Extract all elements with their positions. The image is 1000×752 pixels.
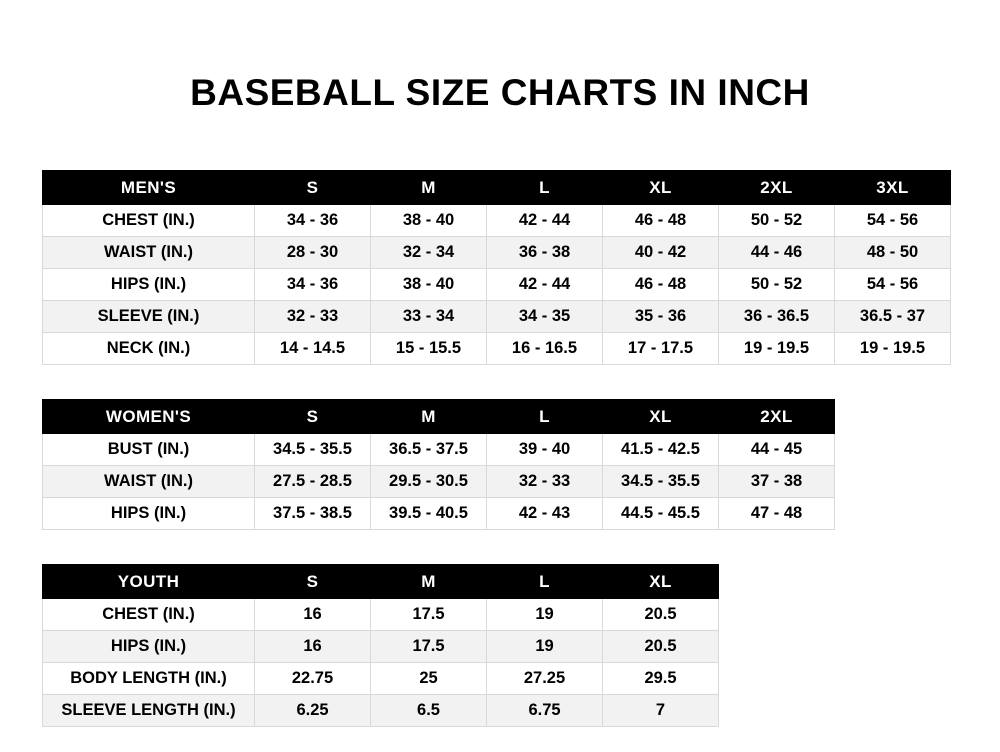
page-title: BASEBALL SIZE CHARTS IN INCH xyxy=(190,72,810,113)
table-cell: 50 - 52 xyxy=(719,205,835,237)
table-cell: 27.5 - 28.5 xyxy=(255,466,371,498)
table-cell: 46 - 48 xyxy=(603,269,719,301)
table-cell: 44 - 45 xyxy=(719,434,835,466)
column-header: M xyxy=(371,565,487,599)
table-cell: 46 - 48 xyxy=(603,205,719,237)
column-header: 3XL xyxy=(835,171,951,205)
row-label: SLEEVE LENGTH (IN.) xyxy=(43,695,255,727)
table-cell: 39.5 - 40.5 xyxy=(371,498,487,530)
table-cell: 15 - 15.5 xyxy=(371,333,487,365)
column-header: S xyxy=(255,400,371,434)
table-cell: 42 - 44 xyxy=(487,205,603,237)
size-tables-container xyxy=(0,170,1000,727)
table-cell: 19 - 19.5 xyxy=(835,333,951,365)
table-cell: 17.5 xyxy=(371,599,487,631)
table-cell: 35 - 36 xyxy=(603,301,719,333)
row-label: HIPS (IN.) xyxy=(43,498,255,530)
column-header: S xyxy=(255,171,371,205)
table-cell: 38 - 40 xyxy=(371,205,487,237)
table-cell: 16 xyxy=(255,631,371,663)
row-label: CHEST (IN.) xyxy=(43,205,255,237)
table-header-row xyxy=(43,565,719,599)
table-cell: 36 - 38 xyxy=(487,237,603,269)
table-cell: 14 - 14.5 xyxy=(255,333,371,365)
column-header: S xyxy=(255,565,371,599)
column-header: 2XL xyxy=(719,400,835,434)
column-header: L xyxy=(487,400,603,434)
column-header: XL xyxy=(603,400,719,434)
table-cell: 54 - 56 xyxy=(835,269,951,301)
table-cell: 40 - 42 xyxy=(603,237,719,269)
column-header: L xyxy=(487,171,603,205)
table-cell: 34 - 35 xyxy=(487,301,603,333)
table-cell: 7 xyxy=(603,695,719,727)
table-cell: 34.5 - 35.5 xyxy=(255,434,371,466)
table-row xyxy=(43,301,951,333)
mens-size-table xyxy=(42,170,951,365)
table-cell: 34.5 - 35.5 xyxy=(603,466,719,498)
row-label: BODY LENGTH (IN.) xyxy=(43,663,255,695)
table-cell: 44 - 46 xyxy=(719,237,835,269)
table-cell: 20.5 xyxy=(603,599,719,631)
table-cell: 36 - 36.5 xyxy=(719,301,835,333)
table-cell: 25 xyxy=(371,663,487,695)
table-cell: 41.5 - 42.5 xyxy=(603,434,719,466)
column-header: WOMEN'S xyxy=(43,400,255,434)
table-cell: 42 - 44 xyxy=(487,269,603,301)
column-header: XL xyxy=(603,171,719,205)
table-cell: 16 - 16.5 xyxy=(487,333,603,365)
table-row xyxy=(43,695,719,727)
youth-size-table xyxy=(42,564,719,727)
column-header: 2XL xyxy=(719,171,835,205)
table-row xyxy=(43,434,835,466)
table-cell: 16 xyxy=(255,599,371,631)
table-cell: 50 - 52 xyxy=(719,269,835,301)
column-header: M xyxy=(371,400,487,434)
table-cell: 47 - 48 xyxy=(719,498,835,530)
table-header-row xyxy=(43,400,835,434)
table-row xyxy=(43,663,719,695)
table-cell: 34 - 36 xyxy=(255,205,371,237)
table-cell: 54 - 56 xyxy=(835,205,951,237)
table-cell: 32 - 33 xyxy=(255,301,371,333)
table-cell: 28 - 30 xyxy=(255,237,371,269)
table-cell: 39 - 40 xyxy=(487,434,603,466)
table-cell: 33 - 34 xyxy=(371,301,487,333)
row-label: HIPS (IN.) xyxy=(43,269,255,301)
table-cell: 32 - 33 xyxy=(487,466,603,498)
table-row xyxy=(43,269,951,301)
table-cell: 32 - 34 xyxy=(371,237,487,269)
row-label: NECK (IN.) xyxy=(43,333,255,365)
table-cell: 17.5 xyxy=(371,631,487,663)
row-label: CHEST (IN.) xyxy=(43,599,255,631)
table-row xyxy=(43,466,835,498)
table-cell: 48 - 50 xyxy=(835,237,951,269)
table-cell: 36.5 - 37 xyxy=(835,301,951,333)
column-header: L xyxy=(487,565,603,599)
table-cell: 17 - 17.5 xyxy=(603,333,719,365)
table-cell: 22.75 xyxy=(255,663,371,695)
table-cell: 6.25 xyxy=(255,695,371,727)
column-header: XL xyxy=(603,565,719,599)
table-cell: 44.5 - 45.5 xyxy=(603,498,719,530)
table-cell: 29.5 - 30.5 xyxy=(371,466,487,498)
table-row xyxy=(43,498,835,530)
table-cell: 19 xyxy=(487,599,603,631)
table-row xyxy=(43,333,951,365)
table-row xyxy=(43,237,951,269)
column-header: M xyxy=(371,171,487,205)
table-row xyxy=(43,631,719,663)
table-cell: 27.25 xyxy=(487,663,603,695)
table-cell: 36.5 - 37.5 xyxy=(371,434,487,466)
column-header: YOUTH xyxy=(43,565,255,599)
table-cell: 29.5 xyxy=(603,663,719,695)
table-cell: 34 - 36 xyxy=(255,269,371,301)
table-cell: 6.75 xyxy=(487,695,603,727)
column-header: MEN'S xyxy=(43,171,255,205)
row-label: WAIST (IN.) xyxy=(43,237,255,269)
table-cell: 19 - 19.5 xyxy=(719,333,835,365)
row-label: HIPS (IN.) xyxy=(43,631,255,663)
table-cell: 19 xyxy=(487,631,603,663)
table-row xyxy=(43,599,719,631)
table-cell: 6.5 xyxy=(371,695,487,727)
womens-size-table xyxy=(42,399,835,530)
table-cell: 37 - 38 xyxy=(719,466,835,498)
table-header-row xyxy=(43,171,951,205)
row-label: SLEEVE (IN.) xyxy=(43,301,255,333)
row-label: BUST (IN.) xyxy=(43,434,255,466)
table-cell: 42 - 43 xyxy=(487,498,603,530)
table-cell: 20.5 xyxy=(603,631,719,663)
row-label: WAIST (IN.) xyxy=(43,466,255,498)
table-cell: 37.5 - 38.5 xyxy=(255,498,371,530)
table-cell: 38 - 40 xyxy=(371,269,487,301)
table-row xyxy=(43,205,951,237)
